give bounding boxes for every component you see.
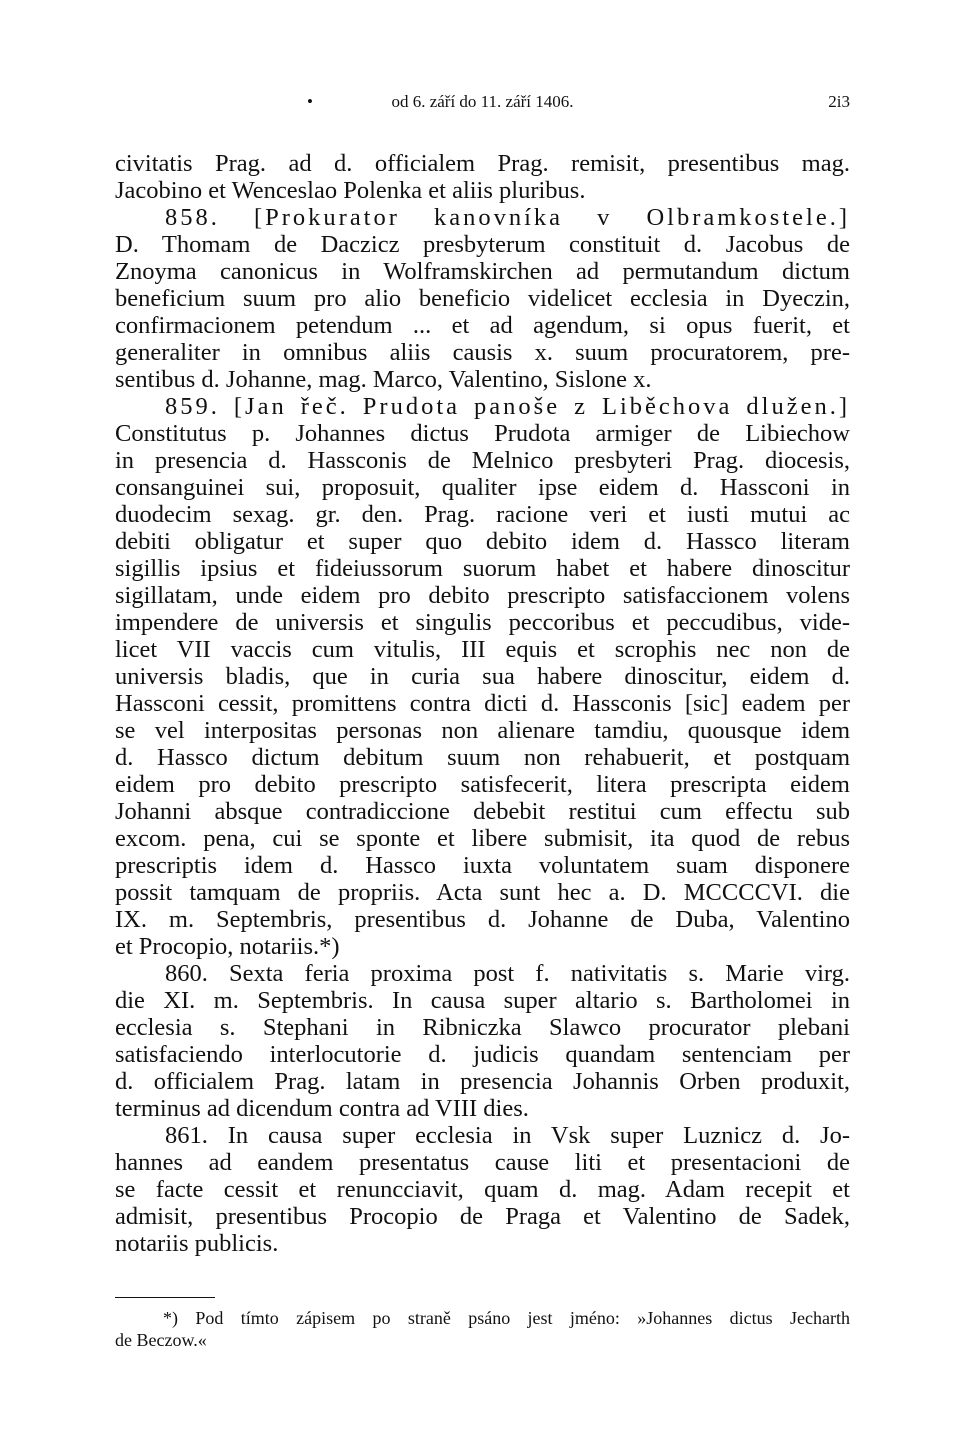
text-line: Hassconi cessit, promittens contra dicti d. Hassconis [sic] eadem per (115, 690, 850, 717)
running-title: od 6. září do 11. září 1406. (391, 92, 574, 111)
footnote (115, 1307, 850, 1351)
text-line: duodecim sexag. gr. den. Prag. racione veri et iusti mutui ac (115, 501, 850, 528)
footnote-rule (115, 1297, 215, 1298)
text-line: excom. pena, cui se sponte et libere submisit, ita quod de rebus (115, 825, 850, 852)
text-line: hannes ad eandem presentatus cause liti et presentacioni de (115, 1149, 850, 1176)
text-line: IX. m. Septembris, presentibus d. Johanne de Duba, Valentino (115, 906, 850, 933)
text-line: confirmacionem petendum ... et ad agendum, si opus fuerit, et (115, 312, 850, 339)
text-line: et Procopio, notariis.*) (115, 933, 340, 960)
text-line: satisfaciendo interlocutorie d. judicis quandam sentenciam per (115, 1041, 850, 1068)
text-line: Johanni absque contradiccione debebit restitui cum effectu sub (115, 798, 850, 825)
running-header (115, 92, 850, 118)
entry-heading-861: 861. In causa super ecclesia in Vsk super Luznicz d. Jo- (165, 1122, 850, 1149)
text-line: d. officialem Prag. latam in presencia Johannis Orben produxit, (115, 1068, 850, 1095)
text-line: se vel interpositas personas non alienare tamdiu, quousque idem (115, 717, 850, 744)
body-text (115, 150, 850, 1257)
text-line: D. Thomam de Daczicz presbyterum constituit d. Jacobus de (115, 231, 850, 258)
text-line: prescriptis idem d. Hassco iuxta voluntatem suam disponere (115, 852, 850, 879)
text-line: admisit, presentibus Procopio de Praga et Valentino de Sadek, (115, 1203, 850, 1230)
text-line: die XI. m. Septembris. In causa super altario s. Bartholomei in (115, 987, 850, 1014)
text-line: universis bladis, que in curia sua habere dinoscitur, eidem d. (115, 663, 850, 690)
page-number: 2i3 (828, 92, 850, 111)
text-line: impendere de universis et singulis peccoribus et peccudibus, vide- (115, 609, 850, 636)
text-line: ecclesia s. Stephani in Ribniczka Slawco procurator plebani (115, 1014, 850, 1041)
text-line: possit tamquam de propriis. Acta sunt hec a. D. MCCCCVI. die (115, 879, 850, 906)
text-line: in presencia d. Hassconis de Melnico presbyteri Prag. diocesis, (115, 447, 850, 474)
text-line: generaliter in omnibus aliis causis x. suum procuratorem, pre- (115, 339, 850, 366)
entry-heading-860: 860. Sexta feria proxima post f. nativitatis s. Marie virg. (165, 960, 850, 987)
entry-heading-859: 859. [Jan řeč. Prudota panoše z Liběchova dlužen.] (165, 393, 850, 420)
text-line: terminus ad dicendum contra ad VIII dies. (115, 1095, 529, 1122)
text-line: consanguinei sui, proposuit, qualiter ipse eidem d. Hassconi in (115, 474, 850, 501)
text-line: notariis publicis. (115, 1230, 279, 1257)
text-line: sentibus d. Johanne, mag. Marco, Valentino, Sislone x. (115, 366, 652, 393)
text-line: licet VII vaccis cum vitulis, III equis et scrophis nec non de (115, 636, 850, 663)
footnote-line: *) Pod tímto zápisem po straně psáno jest jméno: »Johannes dictus Jecharth (163, 1308, 850, 1328)
text-line: sigillis ipsius et fideiussorum suorum habet et habere dinoscitur (115, 555, 850, 582)
text-line: debiti obligatur et super quo debito idem d. Hassco literam (115, 528, 850, 555)
text-line: eidem pro debito prescripto satisfecerit, litera prescripta eidem (115, 771, 850, 798)
entry-heading-858: 858. [Prokurator kanovníka v Olbramkostele.] (165, 204, 850, 231)
header-dot: • (307, 92, 313, 111)
text-line: beneficium suum pro alio beneficio videlicet ecclesia in Dyeczin, (115, 285, 850, 312)
text-line: Constitutus p. Johannes dictus Prudota armiger de Libiechow (115, 420, 850, 447)
text-line: se facte cessit et renuncciavit, quam d. mag. Adam recepit et (115, 1176, 850, 1203)
text-line: Jacobino et Wenceslao Polenka et aliis pluribus. (115, 177, 586, 204)
footnote-line: de Beczow.« (115, 1330, 207, 1350)
text-line: Znoyma canonicus in Wolframskirchen ad permutandum dictum (115, 258, 850, 285)
text-line: d. Hassco dictum debitum suum non rehabuerit, et postquam (115, 744, 850, 771)
text-line: sigillatam, unde eidem pro debito prescripto satisfaccionem volens (115, 582, 850, 609)
text-line: civitatis Prag. ad d. officialem Prag. remisit, presentibus mag. (115, 150, 850, 177)
